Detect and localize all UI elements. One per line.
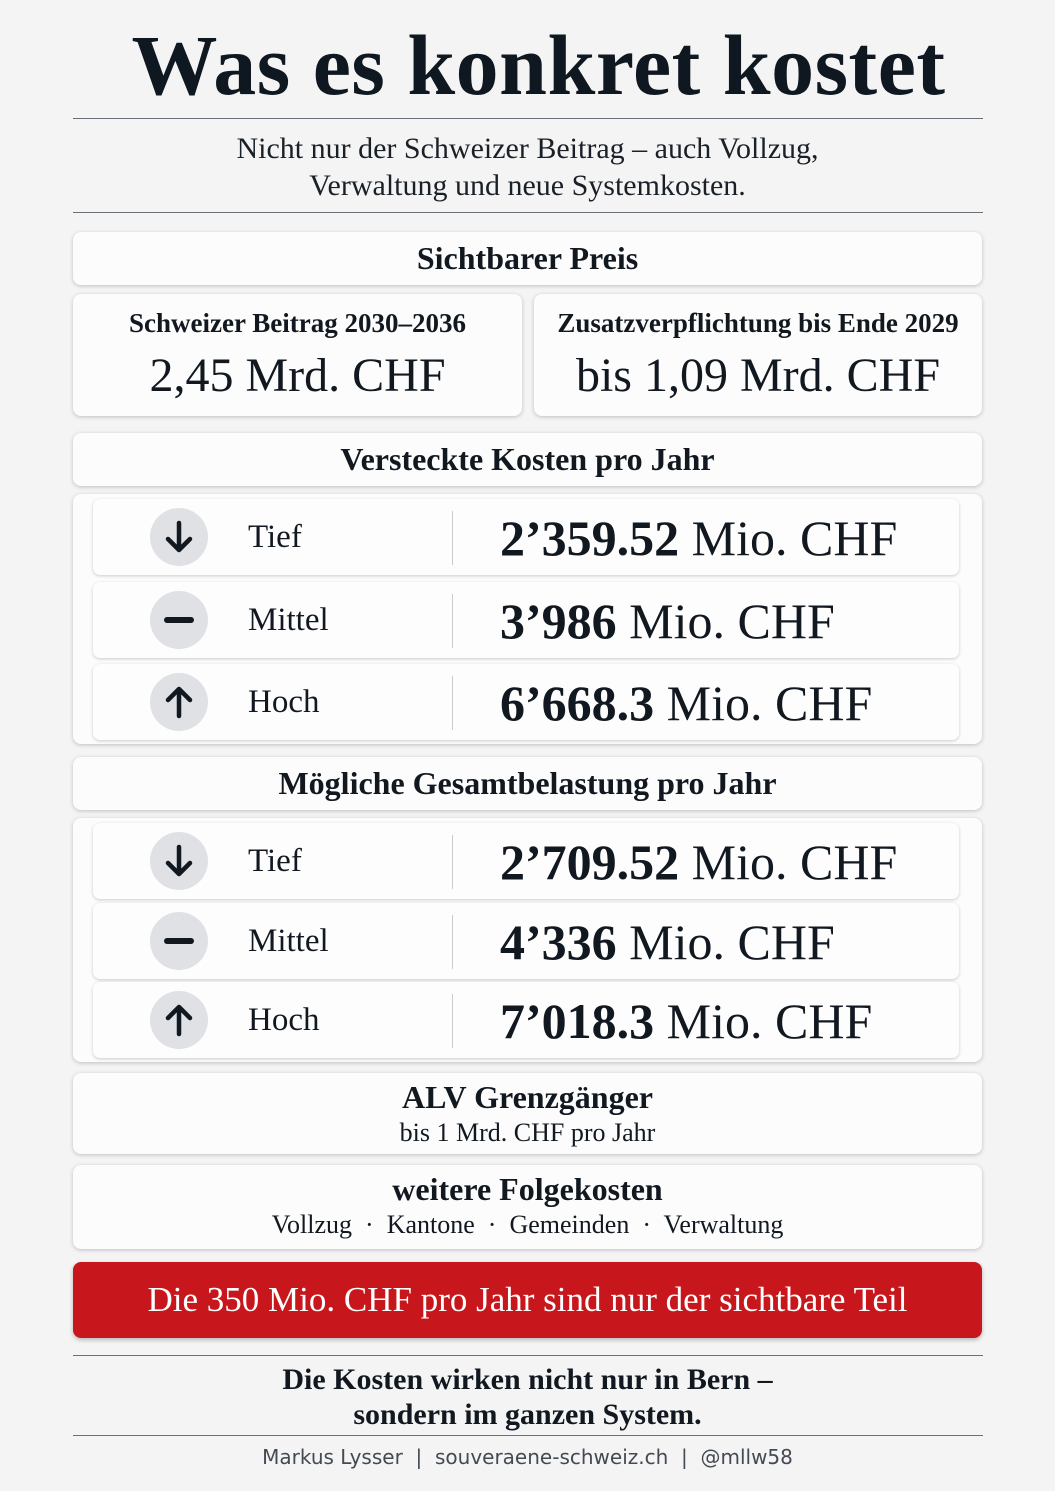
subtitle-line-2: Verwaltung und neue Systemkosten. — [309, 169, 746, 202]
footer — [0, 1445, 1055, 1469]
footer-website: souveraene-schweiz.ch — [434, 1445, 669, 1469]
footer-separator: | — [415, 1445, 423, 1469]
row-value — [500, 833, 897, 891]
row-value-number: 2’709.52 — [500, 834, 680, 890]
swiss-contribution-card — [73, 294, 522, 416]
footer-separator: | — [681, 1445, 688, 1469]
alv-card — [73, 1073, 982, 1154]
additional-commitment-card — [534, 294, 982, 416]
conclusion-divider-top — [73, 1355, 983, 1356]
additional-commitment-label: Zusatzverpflichtung bis Ende 2029 — [557, 308, 959, 338]
row-value-unit: Mio. CHF — [629, 593, 835, 649]
additional-commitment-prefix: bis — [575, 349, 632, 402]
total-burden-row-low — [93, 823, 959, 899]
row-value-number: 3’986 — [500, 593, 617, 649]
further-costs-item: Kantone — [386, 1210, 475, 1239]
subtitle — [0, 130, 1055, 204]
arrow-down-icon — [150, 508, 208, 566]
row-divider — [452, 676, 453, 730]
row-label: Hoch — [248, 1002, 320, 1038]
title-divider — [73, 118, 983, 119]
total-burden-row-high — [93, 982, 959, 1058]
further-costs-list — [73, 1210, 982, 1240]
total-burden-panel — [73, 818, 982, 1062]
hidden-costs-row-mid — [93, 582, 959, 658]
arrow-down-icon — [150, 832, 208, 890]
row-value-unit: Mio. CHF — [629, 914, 835, 970]
hidden-costs-panel — [73, 494, 982, 744]
total-burden-row-mid — [93, 903, 959, 979]
arrow-up-icon — [150, 991, 208, 1049]
separator-dot: · — [642, 1210, 651, 1239]
row-divider — [452, 511, 453, 565]
highlight-banner: Die 350 Mio. CHF pro Jahr sind nur der sichtbare Teil — [73, 1262, 982, 1338]
additional-commitment-value — [534, 348, 982, 403]
page-title: Was es konkret kostet — [131, 17, 946, 113]
row-value — [500, 509, 897, 567]
hidden-costs-heading: Versteckte Kosten pro Jahr — [73, 433, 982, 486]
subtitle-divider — [73, 212, 983, 213]
hidden-costs-row-low — [93, 499, 959, 575]
further-costs-item: Vollzug — [271, 1210, 353, 1239]
subtitle-line-1: Nicht nur der Schweizer Beitrag – auch Vollzug, — [236, 132, 819, 165]
row-label: Tief — [248, 843, 302, 879]
total-burden-heading: Mögliche Gesamtbelastung pro Jahr — [73, 757, 982, 810]
separator-dot: · — [487, 1210, 497, 1239]
swiss-contribution-value: 2,45 Mrd. CHF — [149, 349, 446, 402]
alv-subtitle: bis 1 Mrd. CHF pro Jahr — [399, 1118, 656, 1147]
row-value-unit: Mio. CHF — [666, 675, 873, 731]
row-value-unit: Mio. CHF — [666, 993, 873, 1049]
further-costs-card — [73, 1165, 982, 1249]
row-divider — [452, 594, 453, 648]
footer-handle: @mllw58 — [700, 1445, 793, 1469]
row-divider — [452, 994, 453, 1048]
conclusion-divider-bottom — [73, 1435, 983, 1436]
row-value-number: 6’668.3 — [500, 675, 655, 731]
row-divider — [452, 835, 453, 889]
row-value-unit: Mio. CHF — [691, 510, 898, 566]
minus-icon — [150, 912, 208, 970]
footer-author: Markus Lysser — [262, 1445, 403, 1469]
row-label: Tief — [248, 519, 302, 555]
row-divider — [452, 915, 453, 969]
additional-commitment-amount: 1,09 Mrd. CHF — [643, 349, 941, 402]
row-value-number: 2’359.52 — [500, 510, 680, 566]
row-label: Hoch — [248, 684, 320, 720]
hidden-costs-row-high — [93, 664, 959, 740]
conclusion-line-2: sondern im ganzen System. — [353, 1398, 702, 1431]
alv-title: ALV Grenzgänger — [402, 1079, 653, 1115]
row-value-number: 7’018.3 — [500, 993, 655, 1049]
row-label: Mittel — [248, 602, 329, 638]
row-value-number: 4’336 — [500, 914, 617, 970]
row-value — [500, 992, 872, 1050]
row-value-unit: Mio. CHF — [691, 834, 898, 890]
arrow-up-icon — [150, 673, 208, 731]
further-costs-title: weitere Folgekosten — [392, 1171, 663, 1207]
row-value — [500, 913, 835, 971]
row-value — [500, 592, 835, 650]
further-costs-item: Verwaltung — [663, 1210, 784, 1239]
row-value — [500, 674, 872, 732]
further-costs-item: Gemeinden — [509, 1210, 630, 1239]
swiss-contribution-label: Schweizer Beitrag 2030–2036 — [129, 308, 466, 338]
conclusion — [0, 1362, 1055, 1432]
conclusion-line-1: Die Kosten wirken nicht nur in Bern – — [282, 1363, 773, 1396]
separator-dot: · — [365, 1210, 374, 1239]
visible-price-heading: Sichtbarer Preis — [73, 232, 982, 285]
row-label: Mittel — [248, 923, 329, 959]
minus-icon — [150, 591, 208, 649]
